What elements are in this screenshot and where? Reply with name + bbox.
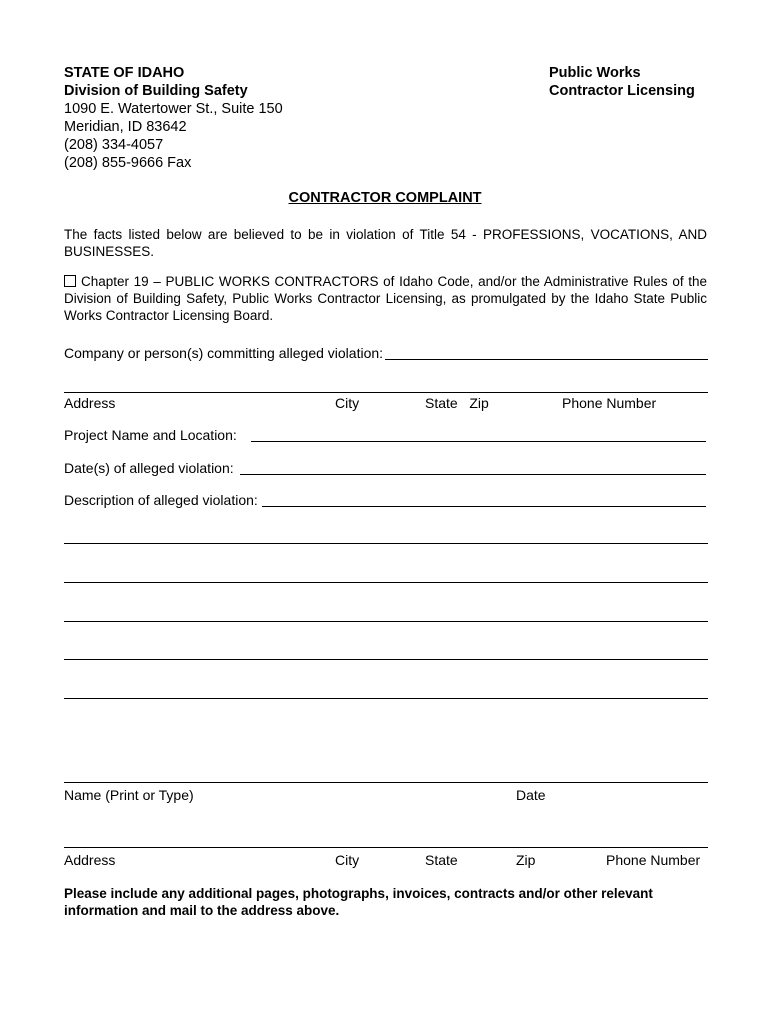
name-date-field[interactable] bbox=[64, 782, 708, 783]
form-title: CONTRACTOR COMPLAINT bbox=[288, 190, 482, 206]
complainant-zip-label: Zip bbox=[516, 852, 536, 868]
address-label: Address bbox=[64, 395, 116, 411]
dates-field[interactable] bbox=[240, 474, 706, 475]
division-name: Division of Building Safety bbox=[64, 83, 248, 99]
agency-name: STATE OF IDAHO bbox=[64, 65, 185, 81]
complainant-address-field[interactable] bbox=[64, 847, 708, 848]
fax-number: (208) 855-9666 Fax bbox=[64, 155, 192, 171]
project-field[interactable] bbox=[251, 441, 706, 442]
description-line[interactable] bbox=[64, 659, 708, 660]
chapter-paragraph bbox=[64, 273, 707, 324]
footer-instructions: Please include any additional pages, photographs, invoices, contracts and/or other relevant information and mail to the address above. bbox=[64, 886, 653, 918]
complainant-city-label: City bbox=[335, 852, 360, 868]
phone-number: (208) 334-4057 bbox=[64, 137, 164, 153]
phone-label: Phone Number bbox=[562, 395, 657, 411]
agency-address-block bbox=[64, 64, 283, 172]
state-zip-label: State Zip bbox=[425, 395, 489, 411]
date-label: Date bbox=[516, 787, 546, 803]
street-address: 1090 E. Watertower St., Suite 150 bbox=[64, 101, 283, 117]
description-line[interactable] bbox=[64, 543, 708, 544]
description-line[interactable] bbox=[64, 698, 708, 699]
city-address: Meridian, ID 83642 bbox=[64, 119, 187, 135]
company-field[interactable] bbox=[385, 359, 708, 360]
violator-address-field[interactable] bbox=[64, 392, 708, 393]
chapter-text: Chapter 19 – PUBLIC WORKS CONTRACTORS of Idaho Code, and/or the Administrative Rules of the Division of Building Safety, Public Works Contractor Licensing, as promulgated by the Idaho State Public Works Contractor Licensing Board. bbox=[64, 274, 707, 323]
program-line-1: Public Works bbox=[549, 65, 641, 81]
name-label: Name (Print or Type) bbox=[64, 787, 194, 803]
dates-label: Date(s) of alleged violation: bbox=[64, 460, 234, 476]
description-line[interactable] bbox=[64, 582, 708, 583]
chapter-19-checkbox[interactable] bbox=[64, 275, 76, 287]
city-label: City bbox=[335, 395, 360, 411]
program-name-block bbox=[549, 64, 695, 100]
description-line[interactable] bbox=[64, 621, 708, 622]
project-label: Project Name and Location: bbox=[64, 427, 237, 443]
complainant-phone-label: Phone Number bbox=[606, 852, 701, 868]
program-line-2: Contractor Licensing bbox=[549, 83, 695, 99]
company-label: Company or person(s) committing alleged violation: bbox=[64, 345, 384, 361]
description-field[interactable] bbox=[262, 506, 706, 507]
description-label: Description of alleged violation: bbox=[64, 492, 258, 508]
complainant-state-label: State bbox=[425, 852, 458, 868]
complainant-address-label: Address bbox=[64, 852, 116, 868]
intro-paragraph: The facts listed below are believed to be in violation of Title 54 - PROFESSIONS, VOCATIONS, AND BUSINESSES. bbox=[64, 227, 707, 259]
